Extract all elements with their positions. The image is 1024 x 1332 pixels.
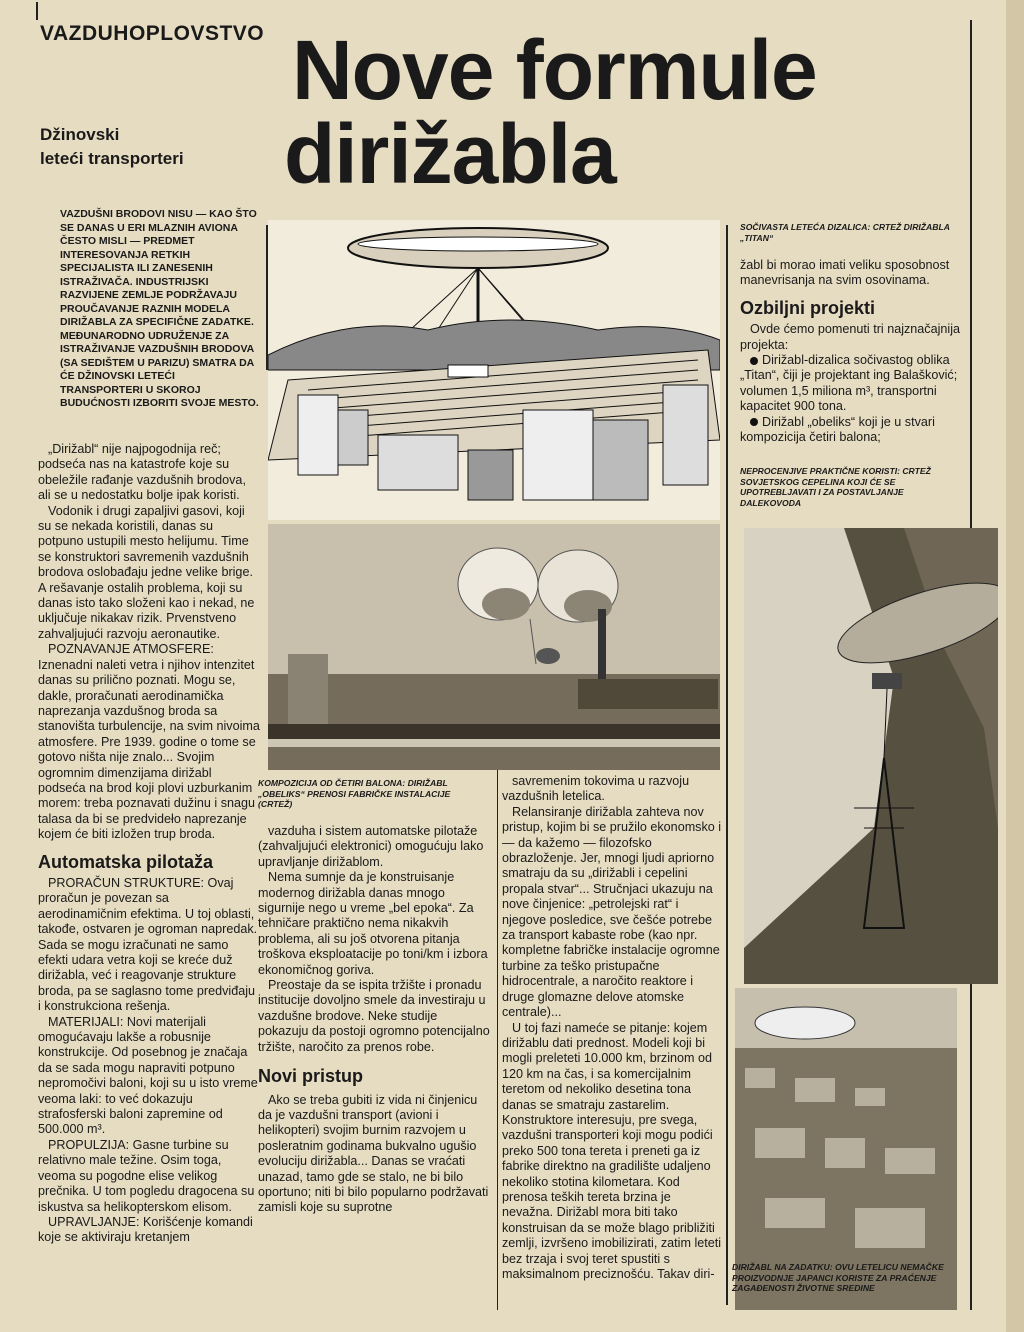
col1-paragraph: Vodonik i drugi zapaljivi gasovi, koji su se nekada koristili, danas su potpuno ustupili mesto helijumu. Time se konstruktori savremenih vazdušnih brodova oslobađaju jedne velike brige. A rešavanje ostalih problema, koji su danas isto tako složeni kao i nekad, ne uključuje nikakav rizik. Prvenstveno zahvaljujući razvoju aeronautike. [38,503,255,641]
col1-paragraph: UPRAVLJANJE: Korišćenje komandi koje se aktiviraju kretanjem [38,1214,253,1245]
headline-line-1: Nove formule [292,23,817,117]
headline-line-2: dirižabla [284,107,616,201]
kicker-line-2: leteći transporteri [40,149,184,168]
col2-paragraph: vazduha i sistem automatske pilotaže (zahvaljujući elektronici) omogućuju lako upravljanje dirižablom. [258,824,484,869]
column-4-top [740,258,962,445]
bullet-icon [750,418,758,426]
col1-paragraph: POZNAVANJE ATMOSFERE: Iznenadni naleti vetra i njihov intenzitet danas su prilično poznati. Mogu se, dakle, proračunati aerodinamička naprezanja vazdušnog broda sa stanovišta turbulencije, na svim nivoima atmosfere. Pre 1939. godine o tome se gotovo ništa nije znalo... Svojim ogromnim dimenzijama dirižabl podseća na brod koji plovi uzburkanim morem: treba poznavati dužinu i snagu talasa da bi se predvideło naprezanje kojem će biti izložen trup broda. [38,642,260,842]
col4-paragraph: Ovde ćemo pomenuti tri najznačajnija projekta: [740,322,961,352]
col2-paragraph: Preostaje da se ispita tržište i pronadu institucije dovoljno smele da investiraju u vazdušne brodove. Neke studije pokazuju da postoji ogromno potencijalno tržište, naročito za prenos robe. [258,978,490,1054]
col2-paragraph: Ako se treba gubiti iz vida ni činjenicu da je vazdušni transport (avioni i helikopteri) svojim burnim razvojem u posleratnim godinama bukvalno ugušio evoluciju dirižabla... Danas se vraćati unazad, tamo gde se stalo, ne bi bilo oportuno; niti bi bilo popularno podržavati zamisli koje su suprotne [258,1092,489,1215]
zeppelin-drawing [744,528,998,984]
column-1 [38,442,260,1246]
subhead-novi-pristup: Novi pristup [258,1066,364,1087]
caption-titan: SOČIVASTA LETEĆA DIZALICA: CRTEŽ DIRIŽABLA „TITAN“ [740,222,950,243]
subhead-ozbiljni-projekti: Ozbiljni projekti [740,297,876,318]
col1-paragraph: „Dirižabl“ nije najpogodnija reč; podseća nas na katastrofe koje su obeležile rađanje vazdušnih brodova, ali se u nedostatku bolje ipak koristi. [38,442,246,503]
col1-paragraph: MATERIJALI: Novi materijali omogućavaju lakše a robusnije konstrukcije. Od posebnog je značaja da se sada mogu napraviti potpuno nepromočivi baloni, koji su u isto vreme veoma laki: to već dokazuju strafosferski baloni zapremine od 500.000 m³. [38,1014,258,1137]
column-2 [258,824,490,1216]
caption-soviet-zeppelin: NEPROCENJIVE PRAKTIČNE KORISTI: CRTEŽ SOVJETSKOG CEPELINA KOJI ĆE SE UPOTREBLJAVATI I ZA POSTAVLJANJE DALEKOVODA [740,466,931,508]
list-item-text: Dirižabl „obeliks“ koji je u stvari kompozicija četiri balona; [740,414,935,445]
col3-paragraph: U toj fazi nameće se pitanje: kojem dirižablu dati prednost. Modeli koji bi mogli preleteti 10.000 km, brzinom od 120 km na čas, i sa komercijalnim teretom od nekoliko desetina tona danas se smatraju zastarelim. Konstruktore interesuju, pre svega, vazdušni transporteri koji mogu podići preko 500 tona tereta i preneti ga iz fabrike direktno na gradilište udaljeno nekoliko stotina kilometara. Kod prenosa teških tereta brzina je nevažna. Dirižabl mora biti tako konstruisan da se može blago približiti zemlji, izvršeno imobilizirati, zatim leteti bez trzaja i svoj teret spustiti s maksimalnom preciznošću. Takav diri- [502,1020,722,1281]
project-list [740,353,962,445]
kicker-line-1: Džinovski [40,125,120,144]
col1-paragraph: PROPULZIJA: Gasne turbine su relativno male težine. Osim toga, veoma su pogodne elise velikog prečnika. U tom pogledu dragocena su iskustva sa helikopterskom elisom. [38,1137,255,1214]
section-label: VAZDUHOPLOVSTVO [40,22,265,45]
obeliks-photo [268,524,720,770]
obeliks-drawing [268,524,720,770]
titan-illustration [268,220,720,520]
page-edge [1006,0,1024,1332]
col3-paragraph: Relansiranje dirižabla zahteva nov pristup, kojim bi se pružilo ekonomsko i — da kažemo — filozofsko obrazloženje. Jer, mnogi ljudi apriorno smatraju da su „dirižabli i cepelini propala stvar“... Stručnjaci ukazuju na nove činjenice: „petrolejski rat“ i njegove posledice, sve češće potrebe za transport kabaste robe (kao npr. kompletne fabričke instalacije ogromne turbine za teško pristupačne hidrocentrale, a naročito reaktore i druge glomazne delove atomske centrale)... [502,804,722,1020]
col2-col3-divider [497,770,498,1310]
col3-paragraph: savremenim tokovima u razvoju vazdušnih letelica. [502,774,690,804]
subhead-automatska-pilotaza: Automatska pilotaža [38,851,214,872]
col3-col4-divider [726,225,728,1305]
list-item [740,353,962,415]
list-item [740,415,962,446]
lead-paragraph: VAZDUŠNI BRODOVI NISU — KAO ŠTO SE DANAS U ERI MLAZNIH AVIONA ČESTO MISLI — PREDMET INTERESOVANJA RETKIH SPECIJALISTA ILI ZANESENIH ISTRAŽIVAČA. INDUSTRIJSKI RAZVIJENE ZEMLJE PODRŽAVAJU PROUČAVANJE RAZNIH MODELA DIRIŽABLA ZA SPECIFIČNE ZADATKE. MEĐUNARODNO UDRUŽENJE ZA ISTRAŽIVANJE VAZDUŠNIH BRODOVA (SA SEDIŠTEM U PARIZU) SMATRA DA ĆE DŽINOVSKI LETEĆI TRANSPORTERI U SKOROJ BUDUĆNOSTI IZBORITI SVOJE MESTO. [60,208,259,409]
kicker [40,123,184,171]
col4-intro: žabl bi morao imati veliku sposobnost manevrisanja na svim osovinama. [740,258,950,288]
col2-paragraph: Nema sumnje da je konstruisanje modernog dirižabla danas mnogo sigurnije nego u vreme „bel epoka“. Za tehničare praktično nema nikakvih problema, ali su još otvorena pitanja troškova eksploatacije po toni/km i izbora ekonomičnog goriva. [258,870,488,977]
column-3 [502,774,722,1282]
top-left-rule [36,2,38,20]
col1-paragraph: PRORAČUN STRUKTURE: Ovaj proračun je povezan sa aerodinamičnim efektima. U toj oblasti, takođe, ostvaren je ogroman napredak. Sada se mogu izračunati ne samo efekti udara vetra koji se kreće duž dirižabla, već i reagovanje strukture broda, pa se saglasno tome predviđaju i konstrukciona rešenja. [38,875,258,1014]
bullet-icon [750,357,758,365]
list-item-text: Dirižabl-dizalica sočivastog oblika „Titan“, čiji je projektant ing Balašković; volumen 1,5 miliona m³, transportni kapacitet 900 tona. [740,353,958,414]
soviet-zeppelin-illustration [744,528,998,984]
caption-german-airship: DIRIŽABL NA ZADATKU: OVU LETELICU NEMAČKE PROIZVODNJE JAPANCI KORISTE ZA PRAĆENJE ZAGAĐENOSTI ŽIVOTNE SREDINE [732,1262,944,1293]
titan-drawing [268,220,720,520]
caption-obeliks: KOMPOZICIJA OD ČETIRI BALONA: DIRIŽABL „OBELIKS“ PRENOSI FABRIČKE INSTALACIJE (CRTEŽ) [258,778,451,809]
